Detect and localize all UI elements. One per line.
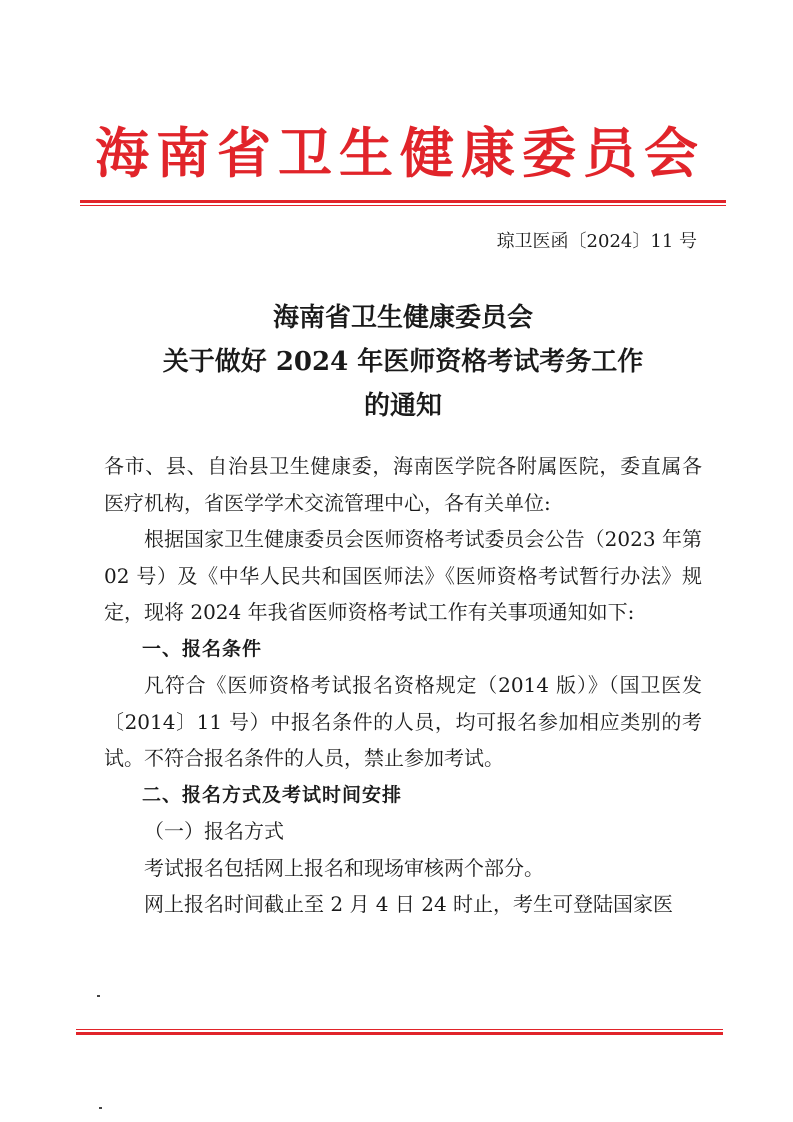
section-1-heading: 一、报名条件: [142, 637, 263, 660]
document-body: [104, 448, 702, 923]
section-1-paragraph: 凡符合《医师资格考试报名资格规定（2014 版）》（国卫医发〔2014〕11 号）中报名条件的人员，均可报名参加相应类别的考试。不符合报名条件的人员，禁止参加考试。: [104, 673, 702, 770]
subsection-1-paragraph-2: 网上报名时间截止至 2 月 4 日 24 时止，考生可登陆国家医: [144, 892, 674, 916]
document-title: [80, 296, 726, 428]
title-line-3: 的通知: [363, 391, 442, 421]
organization-header: 海南省卫生健康委员会: [95, 121, 705, 185]
title-line-2: 关于做好 2024 年医师资格考试考务工作: [162, 347, 644, 377]
addressee: 各市、县、自治县卫生健康委，海南医学院各附属医院，委直属各医疗机构，省医学学术交流管理中心，各有关单位:: [104, 454, 702, 515]
intro-paragraph: 根据国家卫生健康委员会医师资格考试委员会公告（2023 年第 02 号）及《中华人民共和国医师法》《医师资格考试暂行办法》规定，现将 2024 年我省医师资格考试工作有关事项通知如下:: [104, 527, 702, 624]
header-red-rule: [80, 200, 726, 206]
section-2-heading: 二、报名方式及考试时间安排: [142, 783, 403, 806]
scan-speck: [99, 1107, 102, 1109]
scan-speck: [97, 995, 100, 997]
title-line-1: 海南省卫生健康委员会: [272, 303, 533, 333]
footer-rule-thick: [76, 1032, 723, 1035]
subsection-1-paragraph-1: 考试报名包括网上报名和现场审核两个部分。: [144, 855, 544, 880]
document-number: 琼卫医函〔2024〕11 号: [496, 231, 697, 252]
subsection-1-heading: （一）报名方式: [144, 819, 284, 843]
header-rule-thin: [80, 205, 726, 206]
footer-red-rule: [76, 1029, 723, 1035]
